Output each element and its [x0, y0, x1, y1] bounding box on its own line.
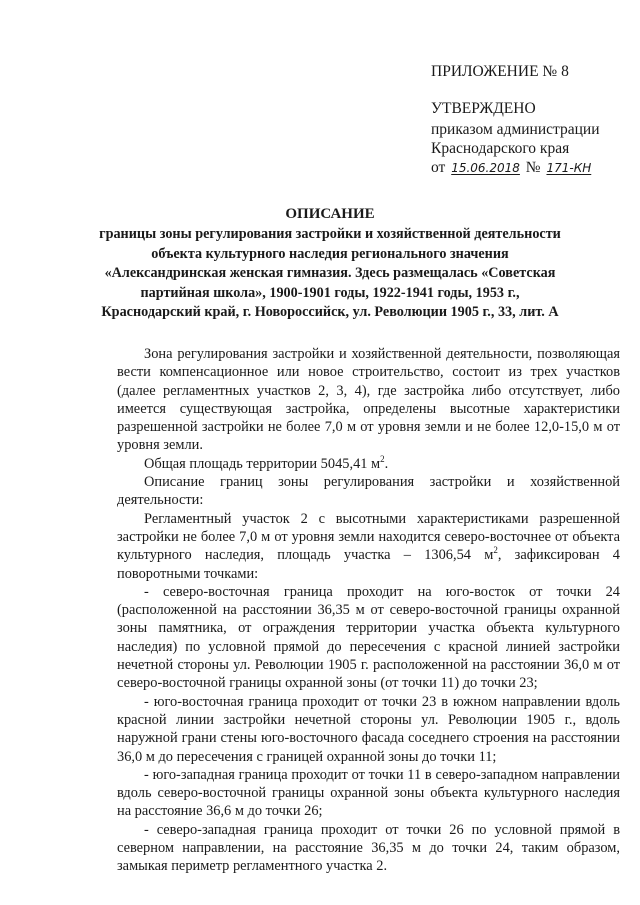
document-title	[60, 205, 600, 322]
approval-line-2: Краснодарского края	[431, 140, 570, 157]
title-line: Краснодарский край, г. Новороссийск, ул. Революции 1905 г., 33, лит. А	[101, 304, 559, 321]
order-line	[431, 158, 600, 178]
order-date: 15.06.2018	[451, 161, 520, 175]
order-number: 171-КН	[546, 161, 592, 175]
approval-line-1: приказом администрации	[431, 121, 600, 138]
title-line: «Александринская женская гимназия. Здесь размещалась «Советская	[104, 265, 556, 282]
approval-block	[431, 62, 600, 178]
title-line: объекта культурного наследия регионального значения	[151, 245, 509, 262]
title-heading: ОПИСАНИЕ	[285, 206, 375, 222]
paragraph-total-area: Общая площадь территории 5045,41 $м^2$.	[144, 453, 389, 472]
paragraph-northwest-boundary: - северо-западная граница проходит от точки 26 по условной прямой в северном направлении, на расстояние 36,35 м до точки 24, таким образом, замыкая периметр регламентного участка 2.	[117, 821, 620, 875]
annex-number: ПРИЛОЖЕНИЕ № 8	[431, 63, 569, 80]
paragraph-southwest-boundary: - юго-западная граница проходит от точки 11 в северо-западном направлении вдоль северо-восточной границы охранной зоны объекта культурного наследия на расстояние 36,6 м до точки 26;	[117, 766, 620, 820]
title-line: границы зоны регулирования застройки и хозяйственной деятельности	[99, 226, 561, 243]
approved-stamp-text: УТВЕРЖДЕНО	[431, 100, 536, 117]
paragraph-plot-2: Регламентный участок 2 с высотными характеристиками разрешенной застройки не более 7,0 м от уровня земли находится северо-восточнее от объекта культурного наследия, площадь участка – 1306,54 $м^2$, зафиксирован 4 поворотными точками:	[117, 510, 620, 582]
paragraph-southeast-boundary: - юго-восточная граница проходит от точки 23 в южном направлении вдоль красной линии застройки нечетной стороны ул. Революции 1905 г., вдоль наружной грани стены юго-восточного фасада соседнего строения на расстоянии 36,0 м до пересечения с границей охранной зоны до точки 11;	[117, 693, 620, 765]
paragraph-zone-intro: Зона регулирования застройки и хозяйственной деятельности, позволяющая вести компенсационное или новое строительство, состоит из трех участков (далее регламентных участков 2, 3, 4), где застройка либо отсутствует, либо имеется существующая застройка, определены высотные характеристики разрешенной застройки не более 7,0 м от уровня земли и не более 12,0-15,0 м от уровня земли.	[117, 346, 620, 454]
paragraph-northeast-boundary: - северо-восточная граница проходит на юго-восток от точки 24 (расположенной на расстоянии 36,35 м от северо-восточной границы охранной зоны памятника, от ограждения территории участка объекта культурного наследия) по условной прямой до пересечения с красной линией застройки нечетной стороны ул. Революции 1905 г. расположенной на расстоянии 36,0 м от северо-восточной границы охранной зоны (от точки 11) до точки 23;	[117, 583, 620, 692]
number-label: №	[525, 159, 541, 176]
title-line: партийная школа», 1900-1901 годы, 1922-1941 годы, 1953 г.,	[140, 284, 520, 301]
from-label: от	[431, 159, 446, 176]
document-body	[117, 345, 620, 876]
paragraph-boundary-heading: Описание границ зоны регулирования застройки и хозяйственной деятельности:	[117, 474, 620, 509]
